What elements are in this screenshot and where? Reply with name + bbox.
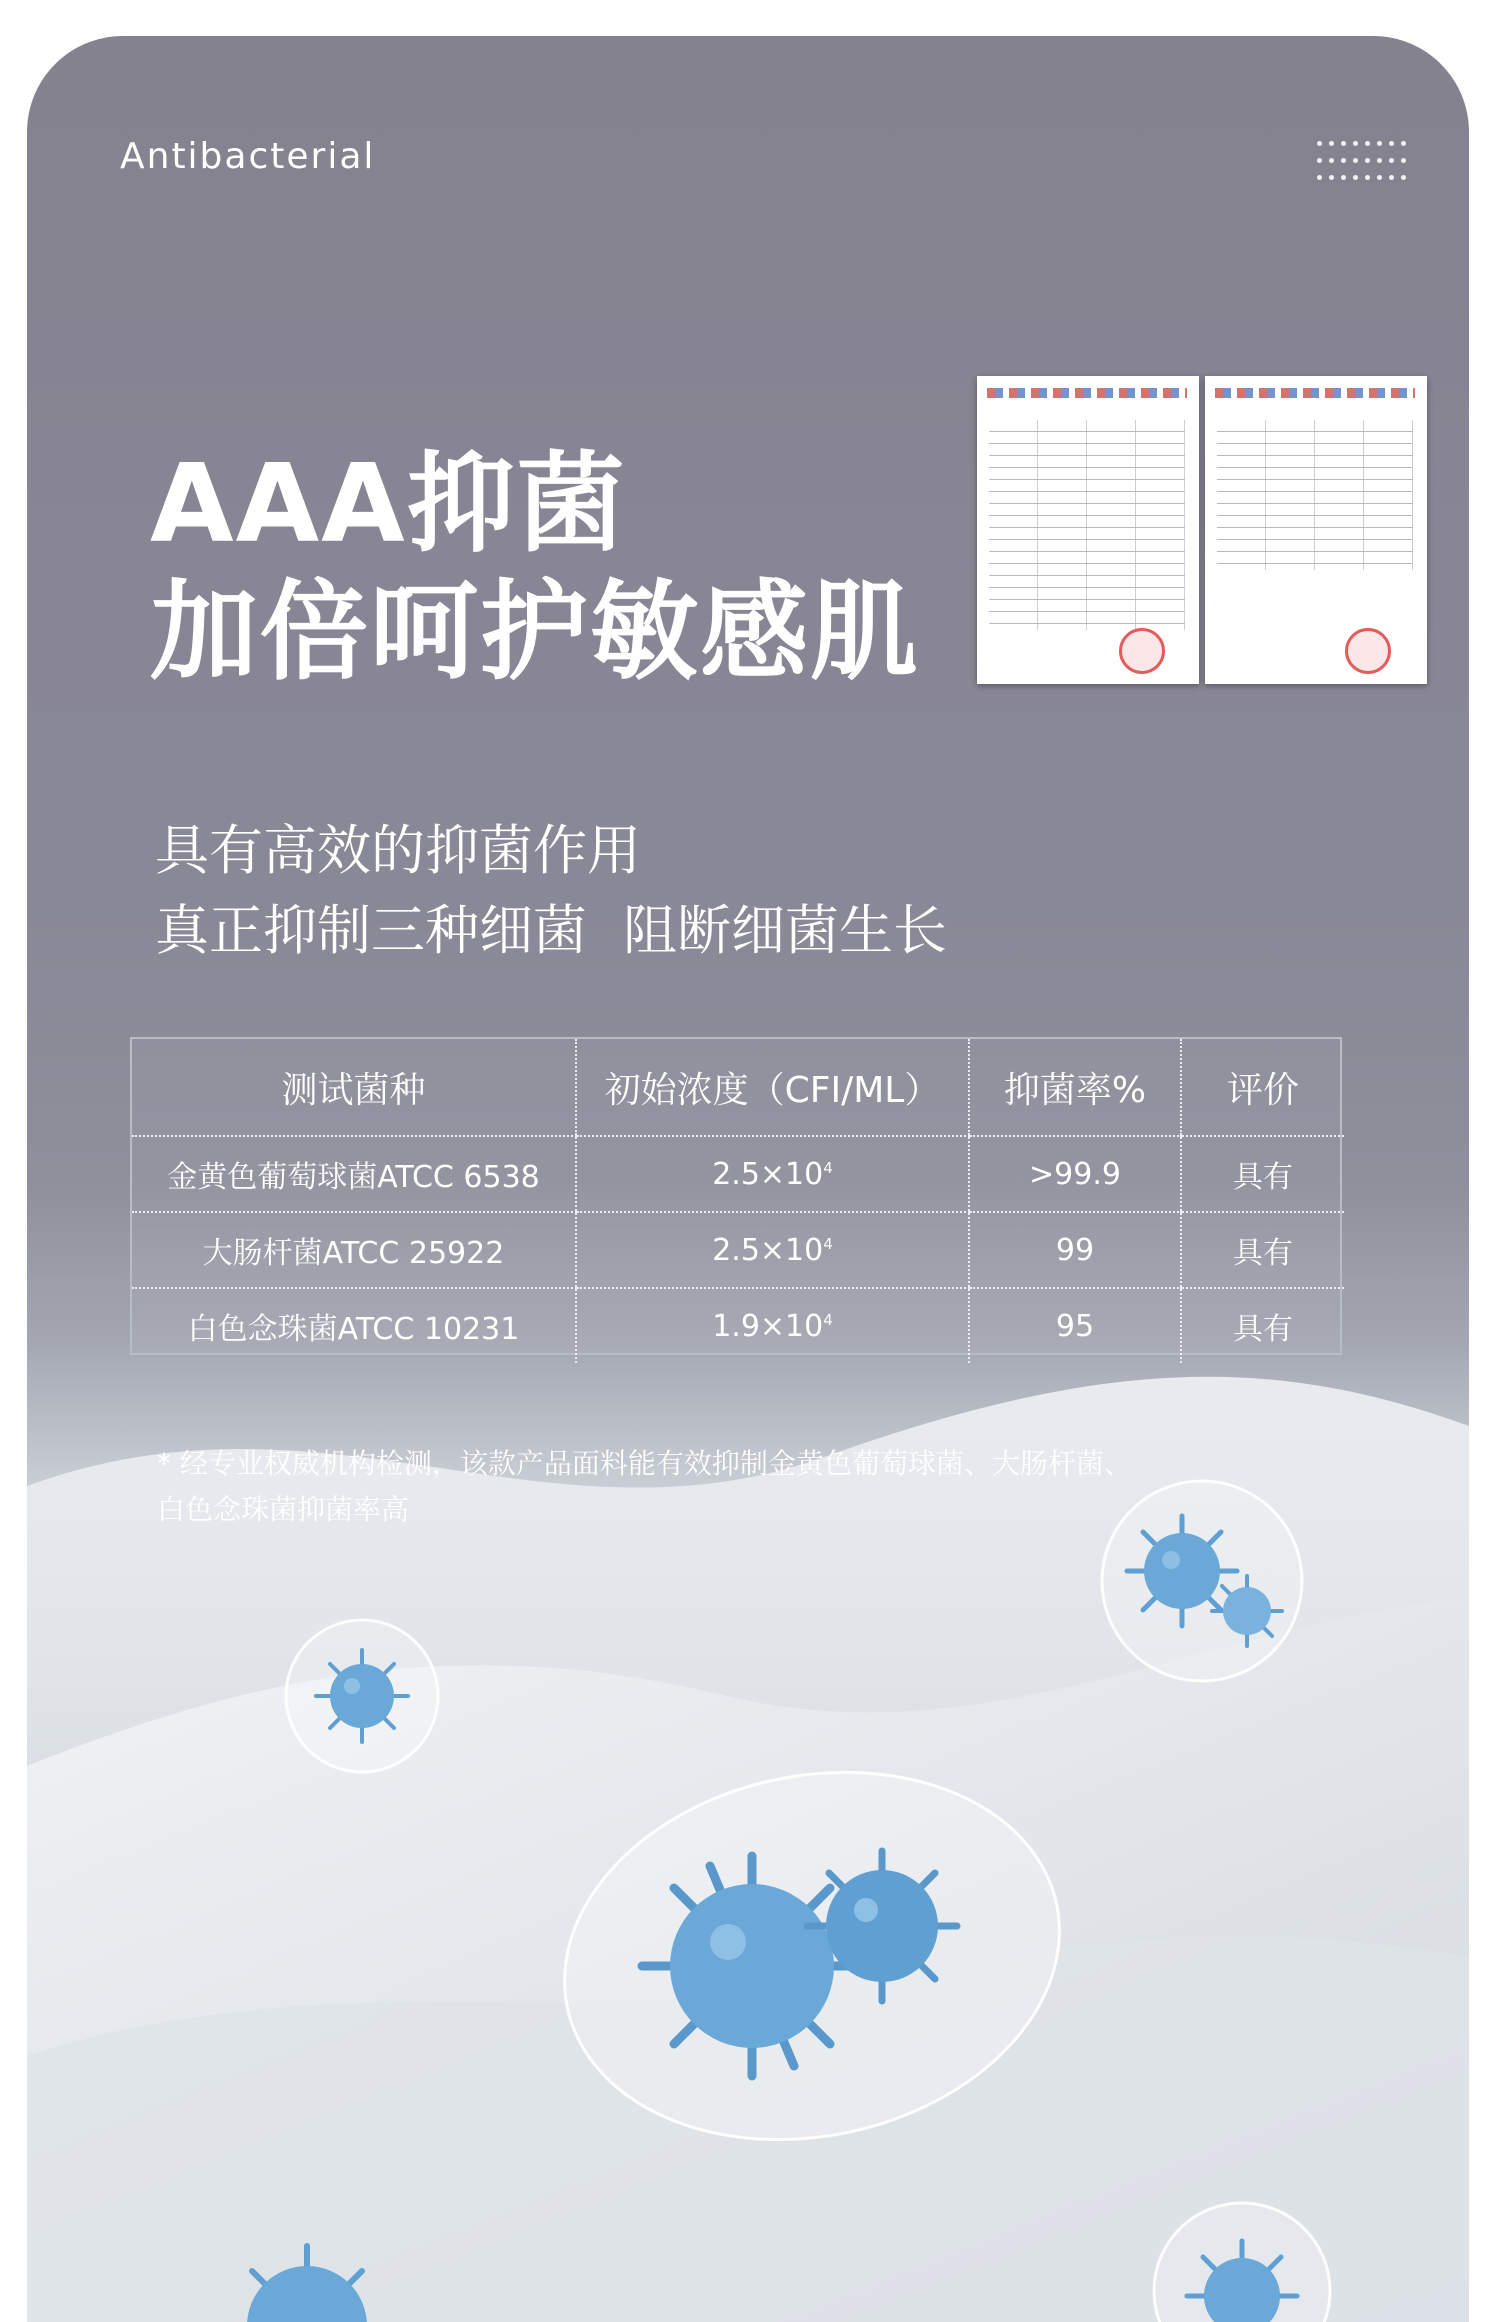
subtitle-line-2a: 真正抑制三种细菌 [155,899,587,962]
footnote-line-2: 白色念珠菌抑菌率高 [157,1493,410,1526]
cell-species: 大肠杆菌ATCC 25922 [132,1212,576,1288]
cell-species: 金黄色葡萄球菌ATCC 6538 [132,1136,576,1212]
table-header-row [132,1039,1344,1136]
table-row [132,1288,1344,1363]
cell-concentration: $2.5\times 10^4$ [576,1212,969,1288]
headline [150,441,920,697]
test-results-table [130,1037,1342,1355]
cell-concentration: $2.5\times 10^4$ [576,1136,969,1212]
cell-evaluation: 具有 [1181,1288,1344,1363]
bacteria-bubble-bottom-left [197,2216,417,2322]
headline-line-1: AAA抑菌 [150,442,627,567]
cell-evaluation: 具有 [1181,1212,1344,1288]
table-row [132,1212,1344,1288]
bacteria-bubble-small [282,1616,442,1776]
virus-icon [642,1856,862,2076]
bacteria-bubble-pair [1097,1476,1307,1686]
subtitle [155,811,947,971]
table-header-rate: 抑菌率% [969,1039,1181,1136]
bacteria-capsule [552,1756,1072,2156]
certificate-image-2 [1205,376,1427,684]
table-row [132,1136,1344,1212]
virus-icon [227,2246,387,2322]
cell-evaluation: 具有 [1181,1136,1344,1212]
table-header-evaluation: 评价 [1181,1039,1344,1136]
table-header-concentration: 初始浓度（CFI/ML） [576,1039,969,1136]
cell-species: 白色念珠菌ATCC 10231 [187,1312,520,1347]
cell-rate: 99 [969,1212,1181,1288]
dots-grid-icon[interactable] [1317,141,1417,201]
headline-line-2: 加倍呵护敏感肌 [150,570,921,695]
certificate-image-1 [977,376,1199,684]
subtitle-line-2 [155,891,947,971]
test-certificates [977,376,1427,684]
brand-label: Antibacterial [120,136,376,177]
cell-rate: 95 [969,1288,1181,1363]
virus-icon [316,1650,408,1742]
table-header-species: 测试菌种 [132,1039,576,1136]
footnote-line-1: * 经专业权威机构检测，该款产品面料能有效抑制金黄色葡萄球菌、大肠杆菌、 [157,1447,1132,1480]
subtitle-line-2b: 阻断细菌生长 [623,899,947,962]
cell-concentration: $1.9\times 10^4$ [576,1288,969,1363]
bacteria-bubble-bottom-right [1147,2196,1337,2322]
promo-card [27,36,1469,2322]
subtitle-line-1: 具有高效的抑菌作用 [155,819,641,882]
cell-rate: >99.9 [969,1136,1181,1212]
